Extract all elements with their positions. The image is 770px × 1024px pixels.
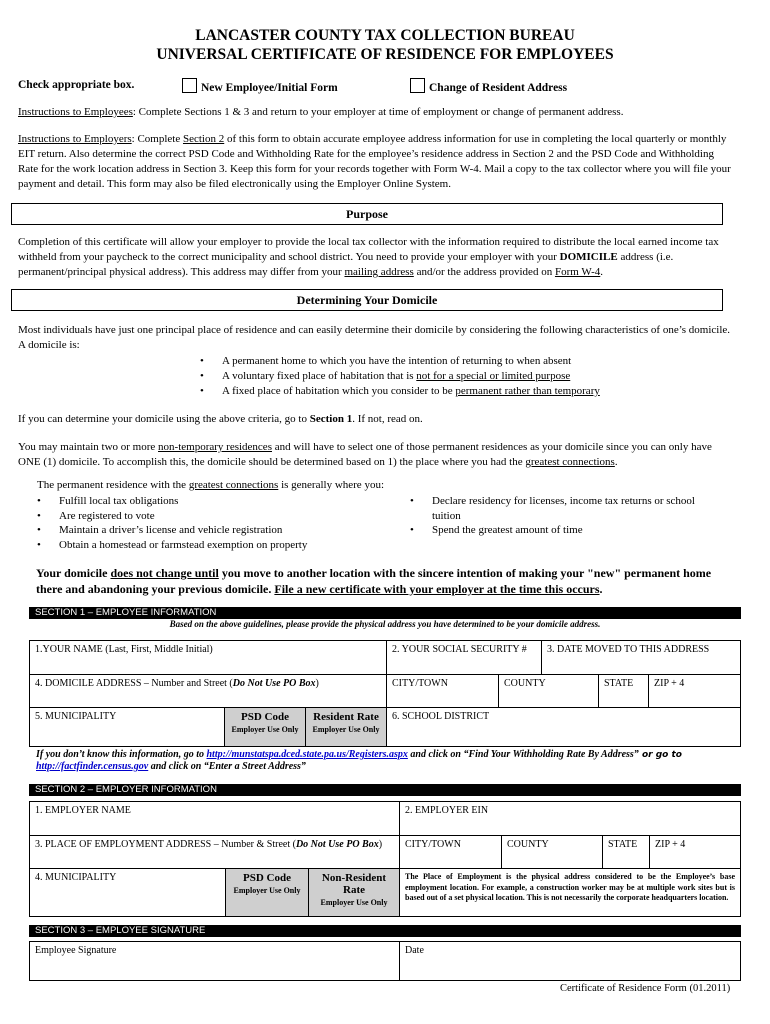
section2-grid	[29, 801, 741, 917]
check-box-label: Check appropriate box.	[18, 79, 135, 91]
new-employee-checkbox[interactable]	[182, 78, 197, 93]
non-resident-rate-field: Non-Resident Rate Employer Use Only	[309, 869, 400, 916]
school-district-field[interactable]: 6. SCHOOL DISTRICT	[392, 711, 490, 722]
state-field[interactable]: STATE	[599, 675, 649, 708]
lookup-note: If you don’t know this information, go to http://munstatspa.dced.state.pa.us/Registers.aspx and click on “Find Your Withholding Rate By Address” or go to http://factfinder.census.gov and click on “Enter a Street Address”	[36, 749, 682, 772]
employer-municipality-field[interactable]: 4. MUNICIPALITY	[30, 869, 226, 916]
employee-instructions: Instructions to Employees: Complete Sections 1 & 3 and return to your employer at time of employment or change of permanent address.	[18, 106, 624, 118]
employer-psd-code-field: PSD Code Employer Use Only	[226, 869, 309, 916]
domicile-notice: Your domicile does not change until you move to another location with the sincere intention of making your "new" permanent home there and abandoning your previous domicile. File a new certificate with your employer at the time this occurs.	[36, 566, 712, 596]
munstats-link[interactable]: http://munstatspa.dced.state.pa.us/Registers.aspx	[206, 749, 408, 760]
form-title-line1: LANCASTER COUNTY TAX COLLECTION BUREAU	[195, 27, 575, 44]
zip-field[interactable]: ZIP + 4	[649, 675, 740, 708]
employee-signature-field[interactable]: Employee Signature	[30, 942, 400, 980]
connection-item: • Spend the greatest amount of time	[410, 524, 583, 536]
factfinder-link[interactable]: http://factfinder.census.gov	[36, 761, 149, 772]
employer-county-field[interactable]: COUNTY	[502, 836, 603, 869]
ssn-field[interactable]: 2. YOUR SOCIAL SECURITY #	[387, 641, 542, 675]
employment-address-field[interactable]: 3. PLACE OF EMPLOYMENT ADDRESS – Number & Street (Do Not Use PO Box)	[30, 836, 400, 869]
connection-item: • Maintain a driver’s license and vehicle registration	[37, 524, 283, 536]
employer-ein-field[interactable]: 2. EMPLOYER EIN	[400, 802, 740, 836]
domicile-para2: If you can determine your domicile using the above criteria, go to Section 1. If not, read on.	[18, 413, 423, 425]
employee-name-field[interactable]: 1.YOUR NAME (Last, First, Middle Initial)	[30, 641, 387, 675]
domicile-criterion: • A fixed place of habitation which you consider to be permanent rather than temporary	[200, 385, 600, 397]
form-version-footer: Certificate of Residence Form (01.2011)	[560, 983, 731, 994]
purpose-text: Completion of this certificate will allow your employer to provide the local tax collector with the information required to distribute the local earned income tax withheld from your paycheck to the correct municipality and school district. You need to provide your employer with your DOMICILE address (i.e. permanent/principal physical address). This address may differ from your mailing address and/or the address provided on Form W-4.	[18, 236, 719, 278]
date-moved-field[interactable]: 3. DATE MOVED TO THIS ADDRESS	[542, 641, 740, 675]
municipality-field[interactable]: 5. MUNICIPALITY	[30, 708, 225, 746]
domicile-address-field[interactable]: 4. DOMICILE ADDRESS – Number and Street (Do Not Use PO Box)	[30, 675, 387, 708]
change-address-option[interactable]: Change of Resident Address	[410, 78, 567, 94]
employer-name-field[interactable]: 1. EMPLOYER NAME	[30, 802, 400, 836]
place-of-employment-note: The Place of Employment is the physical address considered to be the Employee’s base employment location. For example, a construction worker may be at multiple work sites but is based out of a set physical location. This is not necessarily the corporate headquarters location.	[405, 872, 735, 902]
connections-intro: The permanent residence with the greatest connections is generally where you:	[37, 479, 384, 491]
employer-city-field[interactable]: CITY/TOWN	[400, 836, 502, 869]
connection-item: • Fulfill local tax obligations	[37, 495, 179, 507]
psd-code-field: PSD Code Employer Use Only	[225, 708, 306, 746]
section1-subtitle: Based on the above guidelines, please provide the physical address you have determined to be your domicile address.	[169, 619, 601, 629]
connection-item: • Declare residency for licenses, income tax returns or school tuition	[410, 495, 695, 522]
connection-item: • Obtain a homestead or farmstead exemption on property	[37, 539, 308, 551]
signature-date-field[interactable]: Date	[405, 945, 424, 956]
employer-zip-field[interactable]: ZIP + 4	[650, 836, 740, 869]
connection-item: • Are registered to vote	[37, 510, 155, 522]
city-field[interactable]: CITY/TOWN	[387, 675, 499, 708]
section3-header: SECTION 3 – EMPLOYEE SIGNATURE	[29, 925, 741, 937]
domicile-para3: You may maintain two or more non-temporary residences and will have to select one of those permanent residences as your domicile since you can only have ONE (1) domicile. To accomplish this, the domicile should be determined based on 1) the place where you had the greatest connections.	[18, 441, 712, 468]
employer-instructions: Instructions to Employers: Complete Section 2 of this form to obtain accurate employee address information for use in completing the local quarterly or monthly EIT return. Also determine the correct PSD Code and Withholding Rate for the employee’s residence address in Section 2 and the PSD Code and Withholding Rate for the work location address in Section 3. Keep this form for your records together with Form W-4. Mail a copy to the tax collector where you will file your payment and detail. This form may also be filed electronically using the Employer Online System.	[18, 133, 731, 190]
new-employee-option[interactable]: New Employee/Initial Form	[182, 78, 338, 94]
domicile-criterion: • A voluntary fixed place of habitation that is not for a special or limited purpose	[200, 370, 571, 382]
domicile-intro: Most individuals have just one principal place of residence and can easily determine their domicile by considering the following characteristics of one’s domicile. A domicile is:	[18, 324, 731, 351]
section2-header: SECTION 2 – EMPLOYER INFORMATION	[29, 784, 741, 796]
section1-grid	[29, 640, 741, 747]
purpose-header: Purpose	[11, 203, 723, 225]
employer-state-field[interactable]: STATE	[603, 836, 650, 869]
section3-grid	[29, 941, 741, 981]
resident-rate-field: Resident Rate Employer Use Only	[306, 708, 387, 746]
form-title-line2: UNIVERSAL CERTIFICATE OF RESIDENCE FOR EMPLOYEES	[156, 46, 614, 63]
domicile-criterion: • A permanent home to which you have the intention of returning to when absent	[200, 355, 572, 367]
section1-header: SECTION 1 – EMPLOYEE INFORMATION	[29, 607, 741, 619]
domicile-header: Determining Your Domicile	[11, 289, 723, 311]
change-address-checkbox[interactable]	[410, 78, 425, 93]
county-field[interactable]: COUNTY	[499, 675, 599, 708]
